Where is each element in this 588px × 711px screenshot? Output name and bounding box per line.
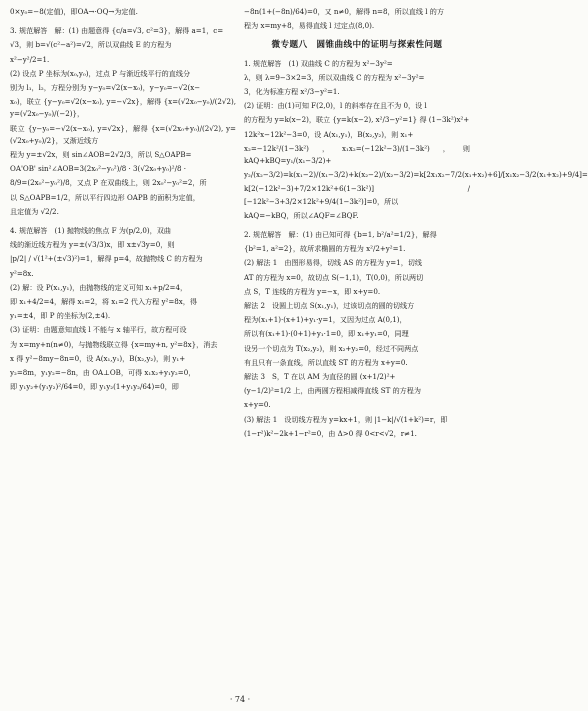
text-line: (2) 设点 P 坐标为(x₀,y₀)，过点 P 与渐近线平行的直线分: [10, 68, 191, 78]
text-line: (y−1/2)²=1/2 上，由两圆方程相减得直线 ST 的方程为: [244, 386, 421, 396]
text-line: 12k²x−12k²−3=0，设 A(x₁,y₁)，B(x₂,y₂)，则 x₁+: [244, 129, 414, 139]
text-line: y²=8x.: [10, 268, 34, 278]
text-line: 线的渐近线方程为 y=±(√3/3)x，即 x±√3y=0，则: [10, 240, 175, 250]
text-line: x+y=0.: [244, 400, 271, 410]
text-line: 即 y₁y₂+(y₁y₂)²/64=0，即 y₁y₂(1+y₁y₂/64)=0，即: [10, 382, 179, 392]
left-column: [10, 6, 236, 395]
problem-3-heading-line: 3. 规范解答 解：(1) 由题意得 {c/a=√3, c²=3}，解得 a=1，c=: [10, 26, 224, 36]
text-line: 解法 3 S，T 在以 AM 为直径的圆 (x+1/2)²+: [244, 372, 396, 382]
text-line: 有且只有一条直线，所以直线 ST 的方程为 x+y=0.: [244, 357, 408, 367]
text-line: y₂=8m，y₁y₂=−8n，由 OA⊥OB，可得 x₁x₂+y₁y₂=0，: [10, 368, 196, 378]
text-line: (1−r²)k²−2k+1−r²=0，由 Δ>0 得 0<r<√2，r≠1.: [244, 428, 417, 438]
text-line: 的方程为 y=k(x−2)，联立 {y=k(x−2), x²/3−y²=1} 得 (1−3k²)x²+: [244, 115, 470, 125]
text-line: 解法 2 设圆上切点 S(x₁,y₁)，过该切点的圆的切线方: [244, 301, 415, 311]
problem-1-heading-line: 1. 规范解答 (1) 双曲线 C 的方程为 x²−3y²=: [244, 58, 393, 68]
text-line: x₂=−12k²/(1−3k²)，x₁x₂=(−12k²−3)/(1−3k²)，则 kAQ+kBQ=y₁/(x₁−3/2)+: [244, 143, 470, 166]
text-line: |p/2| / √(1²+(±√3)²)=1，解得 p=4，故抛物线 C 的方程为: [10, 254, 203, 264]
text-line: AT 的方程为 x=0，故切点 S(−1,1)，T(0,0)，所以两切: [244, 272, 424, 282]
text-line: 程为(x₁+1)·(x+1)+y₁·y=1，又因为过点 A(0,1)，: [244, 315, 407, 325]
text-line: 0×y₀=−8(定值)，即OA→·OQ→为定值.: [10, 7, 138, 16]
text-line: √3，则 b=√(c²−a²)=√2，所以双曲线 E 的方程为: [10, 40, 172, 50]
text-line: (2) 证明：由(1)可知 F(2,0)，l 的斜率存在且不为 0，设 l: [244, 101, 427, 111]
page-number: · 74 ·: [229, 695, 251, 704]
text-line: 程为 x=my+8，易得直线 l 过定点(8,0).: [244, 21, 375, 31]
text-line: 联立 {y−y₀=−√2(x−x₀), y=√2x}，解得 {x=(√2x₀+y₀)/(2√2), y=(√2x₀+y₀)/2}，又渐近线方: [10, 123, 236, 145]
text-line: x₀)，联立 {y−y₀=√2(x−x₀), y=−√2x}，解得 {x=(√2x₀−y₀)/(2√2), y=(√2x₀−y₀)/(−2)}，: [10, 97, 236, 119]
text-line: y₂/(x₂−3/2)=k(x₁−2)/(x₁−3/2)+k(x₂−2)/(x₂−3/2)=k[2x₁x₂−7/2(x₁+x₂)+6]/[x₁x₂−3/2(x₁+x₂)+9/4]=: [244, 170, 588, 180]
text-line: 所以有(x₁+1)·(0+1)+y₁·1=0，即 x₁+y₁=0，同理: [244, 329, 409, 339]
text-line: (2) 解法 1 由图形易得，切线 AS 的方程为 y=1，切线: [244, 258, 422, 268]
text-line: (3) 证明：由题意知直线 l 不能与 x 轴平行，故方程可设: [10, 325, 187, 335]
problem-4-heading-line: 4. 规范解答 (1) 抛物线的焦点 F 为(p/2,0)，双曲: [10, 226, 171, 236]
text-line: 别为 l₁，l₂，方程分别为 y−y₀=√2(x−x₀)，y−y₀=−√2(x−: [10, 83, 201, 93]
text-line: 点 S，T 连线的方程为 y=−x，即 x+y=0.: [244, 286, 381, 296]
text-line: x 得 y²−8my−8n=0，设 A(x₁,y₁)，B(x₂,y₂)，则 y₁+: [10, 353, 186, 363]
text-line: kAQ=−kBQ，所以∠AQF=∠BQF.: [244, 210, 359, 220]
text-line: 为 x=my+n(n≠0)，与抛物线联立得 {x=my+n, y²=8x}，消去: [10, 339, 218, 349]
text-line: x²−y²/2=1.: [10, 54, 50, 64]
text-line: λ，则 λ=9−3×2=3，所以双曲线 C 的方程为 x²−3y²=: [244, 72, 425, 82]
text-line: 且定值为 √2/2.: [10, 206, 59, 216]
problem-2-heading-line: 2. 规范解答 解：(1) 由已知可得 {b=1, b²/a²=1/2}，解得: [244, 230, 437, 240]
text-line: {b²=1, a²=2}，故所求椭圆的方程为 x²/2+y²=1.: [244, 244, 406, 254]
text-line: (3) 解法 1 设切线方程为 y=kx+1，则 |1−k|/√(1+k²)=r，即: [244, 414, 448, 424]
text-line: 8/9=(2x₀²−y₀²)/8，又点 P 在双曲线上，则 2x₀²−y₀²=2，所: [10, 178, 207, 188]
text-line: 设另一个切点为 T(x₂,y₂)，则 x₂+y₂=0，经过不同两点: [244, 343, 419, 353]
text-line: 程为 y=±√2x，则 sin∠AOB=2√2/3，所以 S△OAPB=: [10, 150, 192, 160]
text-line: y₁=±4，即 P 的坐标为(2,±4).: [10, 311, 111, 321]
text-line: OA'OB' sin²∠AOB=3(2x₀²−y₀²)/8 · 3(√2x₀+y₀)²/8 ·: [10, 164, 187, 174]
section-title: 微专题八 圆锥曲线中的证明与探索性问题: [271, 40, 443, 51]
text-line: −8n(1+(−8n)/64)=0，又 n≠0，解得 n=8，所以直线 l 的方: [244, 7, 444, 16]
text-line: k[2(−12k²−3)+7/2×12k²+6(1−3k²)] / [−12k²−3+3/2×12k²+9/4(1−3k²)]=0，所以: [244, 184, 470, 206]
text-line: (2) 解：设 P(x₁,y₁)，由抛物线的定义可知 x₁+p/2=4，: [10, 282, 188, 292]
text-line: 即 x₁+4/2=4，解得 x₁=2，将 x₁=2 代入方程 y²=8x，得: [10, 297, 197, 307]
text-line: 3，化为标准方程 x²/3−y²=1.: [244, 87, 340, 97]
text-line: 以 S△OAPB=1/2，所以平行四边形 OAPB 的面积为定值，: [10, 192, 200, 202]
right-column: [244, 6, 588, 442]
